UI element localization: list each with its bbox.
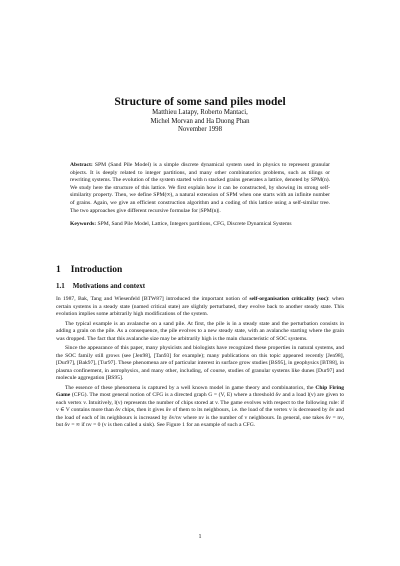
- section-title: Introduction: [70, 265, 123, 275]
- paragraph-4-text-a: The essence of these phenomena is captured by a well known model in game theory and combinatorics, the: [65, 384, 316, 391]
- abstract-label: Abstract:: [70, 162, 93, 168]
- paragraph-4-text-b: (CFG). The most general notion of CFG is a directed graph G = (V, E) where a threshold δv and a load l(v) are given to each vertex v. Intuitively, l(v) represents the number of chips stored at v. The game evolves with respect to the following rule: if v ∈ V contains more than δv chips, then it gives δv of them to its neighbours, i.e. the load of the vertex v is decreased by δv and the load of each of its neighbours is increased by δv/nv where nv is the number of v neighbours. In general, one takes δv = nv, but δv = ∞ if nv = 0 (v is then called a sink). See Figure 1 for an example of such a CFG.: [56, 392, 344, 428]
- subsection-title: Motivations and context: [72, 282, 146, 290]
- body-text: [56, 296, 344, 432]
- authors-line-1: Matthieu Latapy, Roberto Mantaci,: [152, 109, 248, 116]
- paragraph-4-bold: Chip Firing Game: [56, 384, 344, 398]
- paragraph-1-text-b: : when certain systems in a steady state (named critical state) are slightly perturbated, they evolve back to another steady state. This evolution implies some arbitrarily high modifications of the system.: [56, 296, 344, 317]
- paragraph-3: Since the appearance of this paper, many physicists and biologists have recognized these properties in natural systems, and the SOC family still grows (see [Jen98], [Tan93] for example); many publications on this topic appeared recently [Jen98], [Dur97], [Bak97], [Tur97]. These phenomena are of particular interest in surface grow studies [BS95], in geophysics [BT88], in plasma confinement, in astrophysics, and many other, including, of course, studies of granular systems like dunes [Dur97] and molecule aggregation [BS95].: [56, 345, 344, 381]
- paragraph-1-text-a: In 1987, Bak, Tang and Wiesenfeld [BTW87] introduced the important notion of: [56, 296, 250, 302]
- keywords-paragraph: [70, 221, 330, 229]
- paper-title: Structure of some sand piles model: [114, 96, 286, 108]
- keywords-text: SPM, Sand Pile Model, Lattice, Integers partitions, CFG, Discrete Dynamical Systems: [97, 221, 292, 228]
- title-block: [0, 96, 400, 135]
- paragraph-2: The typical example is an avalanche on a sand pile. At first, the pile is in a steady state and the perturbation consists in adding a grain on the pile. As a consequence, the pile evolves to a new steady state, with an avalanche starting where the grain was dropped. The fact that this avalanche size may be arbitrarily high is the main characteristic of SOC systems.: [56, 320, 344, 342]
- section-heading: [56, 265, 122, 275]
- keywords-label: Keywords:: [70, 221, 97, 228]
- abstract: [70, 162, 330, 229]
- paper-date: November 1998: [178, 126, 222, 133]
- paragraph-1: [56, 296, 344, 319]
- authors-line-2: Michel Morvan and Ha Duong Phan: [150, 117, 250, 125]
- page-number: 1: [198, 534, 202, 540]
- subsection-heading: [56, 282, 145, 290]
- subsection-number: 1.1: [56, 282, 65, 290]
- abstract-paragraph: [70, 162, 330, 215]
- paragraph-1-bold: self-organisation criticality (soc): [249, 296, 328, 302]
- abstract-text: SPM (Sand Pile Model) is a simple discrete dynamical system used in physics to represent granular objects. It is deeply related to integer partitions, and many other combinatorics problems, such as tilings or rewriting systems. The evolution of the system started with n stacked grains generates a lattice, denoted by SPM(n). We study here the structure of this lattice. We first explain how it can be constructed, by showing its strong self-similarity property. Then, we define SPM(∞), a natural extension of SPM when one starts with an infinite number of grains. Again, we give an efficient construction algorithm and a coding of this lattice using a self-similar tree. The two approaches give different recursive formulae for |SPM(n)|.: [70, 162, 330, 214]
- section-number: 1: [56, 265, 61, 275]
- paragraph-4: [56, 385, 344, 430]
